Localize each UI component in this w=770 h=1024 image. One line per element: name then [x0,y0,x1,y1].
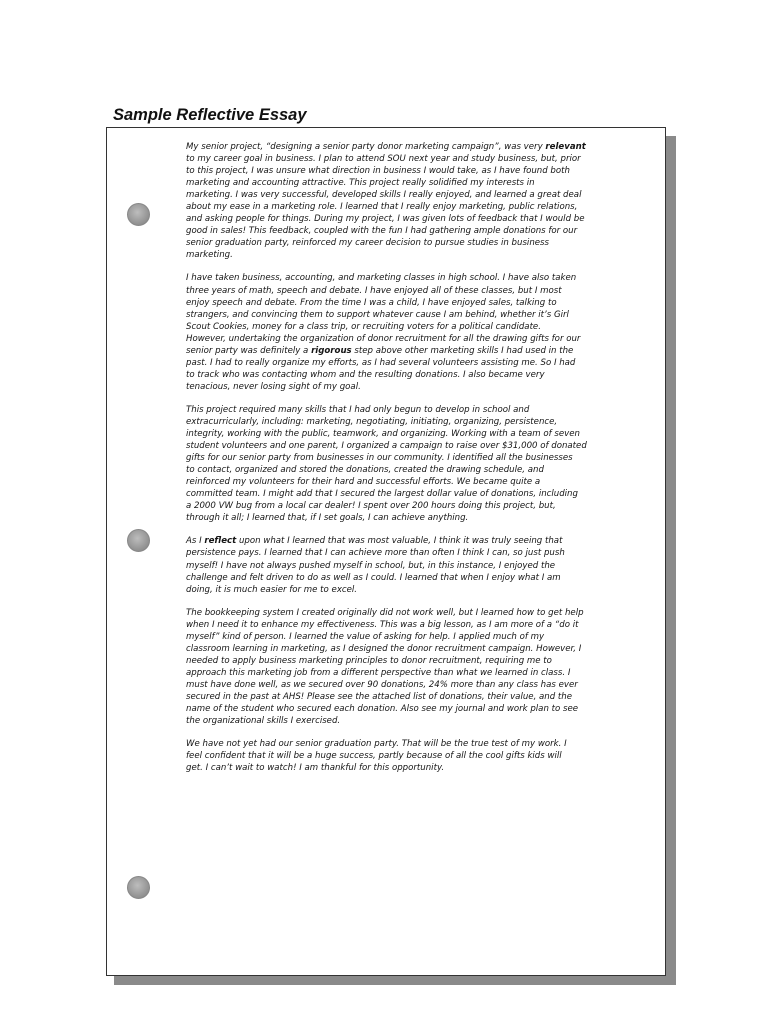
line-text: a 2000 VW bug from a local car dealer! I spent over 200 hours doing this project, but, [186,501,556,512]
essay-line [186,655,618,667]
line-text: myself” kind of person. I learned the value of asking for help. I applied much of my [186,631,545,642]
line-text: As I [186,536,205,547]
line-text: needed to apply business marketing principles to donor recruitment, requiring me to [186,655,552,666]
line-text: The bookkeeping system I created originally did not work well, but I learned how to get help [186,607,584,618]
essay-line [186,667,618,679]
essay-line [186,201,618,213]
essay-line [186,309,618,321]
line-text: enjoy speech and debate. From the time I was a child, I have enjoyed sales, talking to [186,297,557,308]
essay-line [186,333,618,345]
essay-line [186,357,618,369]
line-text: name of the student who secured each donation. Also see my journal and work plan to see [186,704,579,715]
line-text: gifts for our senior party from businesses in our community. I identified all the businesses [186,453,573,464]
emphasized-word: reflect [204,536,237,547]
line-text: approach this marketing job from a different perspective than what we learned in class. I [186,667,571,678]
line-text: three years of math, speech and debate. I have enjoyed all of these classes, but I most [186,285,562,296]
essay-line [186,750,618,762]
essay-line [186,452,618,464]
line-text: I have taken business, accounting, and marketing classes in high school. I have also taken [186,273,577,284]
line-text: integrity, working with the public, teamwork, and organizing. Working with a team of seven [186,429,580,440]
essay-line [186,404,618,416]
essay-line [186,738,618,750]
essay-paragraph [186,141,618,261]
essay-body [186,141,618,785]
line-text: secured in the past at AHS! Please see the attached list of donations, their value, and the [186,691,573,702]
essay-paragraph [186,738,618,774]
essay-line [186,272,618,284]
line-text: to contact, organized and stored the donations, created the drawing schedule, and [186,465,544,476]
line-text: marketing. I was very successful, developed skills I really enjoyed, and learned a great deal [186,190,582,201]
essay-line [186,631,618,643]
essay-line [186,369,618,381]
line-text: challenge and felt driven to do as well as I could. I learned that when I enjoy what I am [186,572,561,583]
line-text: senior graduation party, reinforced my career decision to pursue studies in business [186,238,550,249]
essay-line [186,345,618,357]
line-text: when I need it to enhance my effectiveness. This was a big lesson, as I am more of a “do it [186,619,579,630]
essay-line [186,213,618,225]
line-text: doing, it is much easier for me to excel. [186,584,358,595]
essay-line [186,464,618,476]
essay-paragraph [186,607,618,727]
line-text: past. I had to really organize my efforts, as I had several volunteers assisting me. So I had [186,357,576,368]
essay-line [186,416,618,428]
line-text: This project required many skills that I had only begun to develop in school and [186,404,530,415]
essay-line [186,500,618,512]
essay-line [186,189,618,201]
essay-line [186,321,618,333]
essay-line [186,691,618,703]
line-text: myself! I have not always pushed myself in school, but, in this instance, I enjoyed the [186,560,556,571]
line-text: marketing and accounting attractive. This project really solidified my interests in [186,178,535,189]
punch-hole-icon [127,876,150,899]
line-text: to track who was contacting whom and the resulting donations. I also became very [186,369,545,380]
emphasized-word: relevant [545,142,586,152]
essay-line [186,679,618,691]
essay-line [186,177,618,189]
line-text: committed team. I might add that I secured the largest dollar value of donations, including [186,489,578,500]
essay-line [186,535,618,547]
essay-line [186,703,618,715]
essay-line [186,141,618,153]
line-text: We have not yet had our senior graduation party. That will be the true test of my work. I [186,739,567,750]
essay-line [186,547,618,559]
line-text: upon what I learned that was most valuable, I think it was truly seeing that [236,536,563,547]
punch-hole-icon [127,203,150,226]
essay-line [186,153,618,165]
essay-line [186,488,618,500]
line-text: Scout Cookies, money for a class trip, or recruiting voters for a political candidate. [186,321,541,332]
line-text: However, undertaking the organization of donor recruitment for all the drawing gifts for our [186,333,581,344]
line-text: extracurricularly, including: marketing, negotiating, initiating, organizing, persistence, [186,416,558,427]
line-text: through it all; I learned that, if I set goals, I can achieve anything. [186,513,469,524]
line-text: tenacious, never losing sight of my goal. [186,381,361,392]
essay-line [186,476,618,488]
essay-line [186,237,618,249]
line-text: to my career goal in business. I plan to attend SOU next year and study business, but, prior [186,154,581,165]
line-text: the organizational skills I exercised. [186,716,341,727]
essay-paragraph [186,404,618,524]
line-text: strangers, and convincing them to support whatever cause I am behind, whether it’s Girl [186,309,569,320]
line-text: My senior project, “designing a senior party donor marketing campaign”, was very [186,142,546,152]
essay-line [186,572,618,584]
line-text: classroom learning in marketing, as I designed the donor recruitment campaign. However, I [186,643,582,654]
line-text: get. I can’t wait to watch! I am thankful for this opportunity. [186,763,445,774]
emphasized-word: rigorous [311,345,352,356]
essay-line [186,165,618,177]
line-text: reinforced my volunteers for their hard and successful efforts. We became quite a [186,477,541,488]
essay-line [186,715,618,727]
essay-line [186,297,618,309]
line-text: persistence pays. I learned that I can achieve more than often I think I can, so just push [186,548,565,559]
line-text: step above other marketing skills I had used in the [351,345,574,356]
line-text: about my ease in a marketing role. I learned that I really enjoy marketing, public relations, [186,202,578,213]
essay-line [186,285,618,297]
essay-line [186,560,618,572]
line-text: to this project, I was unsure what direction in business I would take, as I have found both [186,166,570,177]
document-title: Sample Reflective Essay [113,106,307,124]
essay-line [186,643,618,655]
punch-hole-icon [127,529,150,552]
essay-line [186,607,618,619]
essay-line [186,619,618,631]
essay-paragraph [186,535,618,595]
line-text: student volunteers and one parent, I organized a campaign to raise over $31,000 of donated [186,441,587,452]
essay-line [186,225,618,237]
essay-line [186,584,618,596]
line-text: must have done well, as we secured over 90 donations, 24% more than any class has ever [186,679,578,690]
essay-line [186,381,618,393]
essay-line [186,440,618,452]
essay-line [186,249,618,261]
essay-line [186,512,618,524]
line-text: good in sales! This feedback, coupled with the fun I had gathering ample donations for our [186,226,578,237]
essay-line [186,428,618,440]
line-text: marketing. [186,250,233,261]
line-text: feel confident that it will be a huge success, partly because of all the cool gifts kids will [186,751,562,762]
essay-paragraph [186,272,618,392]
essay-line [186,762,618,774]
line-text: senior party was definitely a [186,345,312,356]
line-text: and asking people for things. During my project, I was given lots of feedback that I would be [186,214,585,225]
